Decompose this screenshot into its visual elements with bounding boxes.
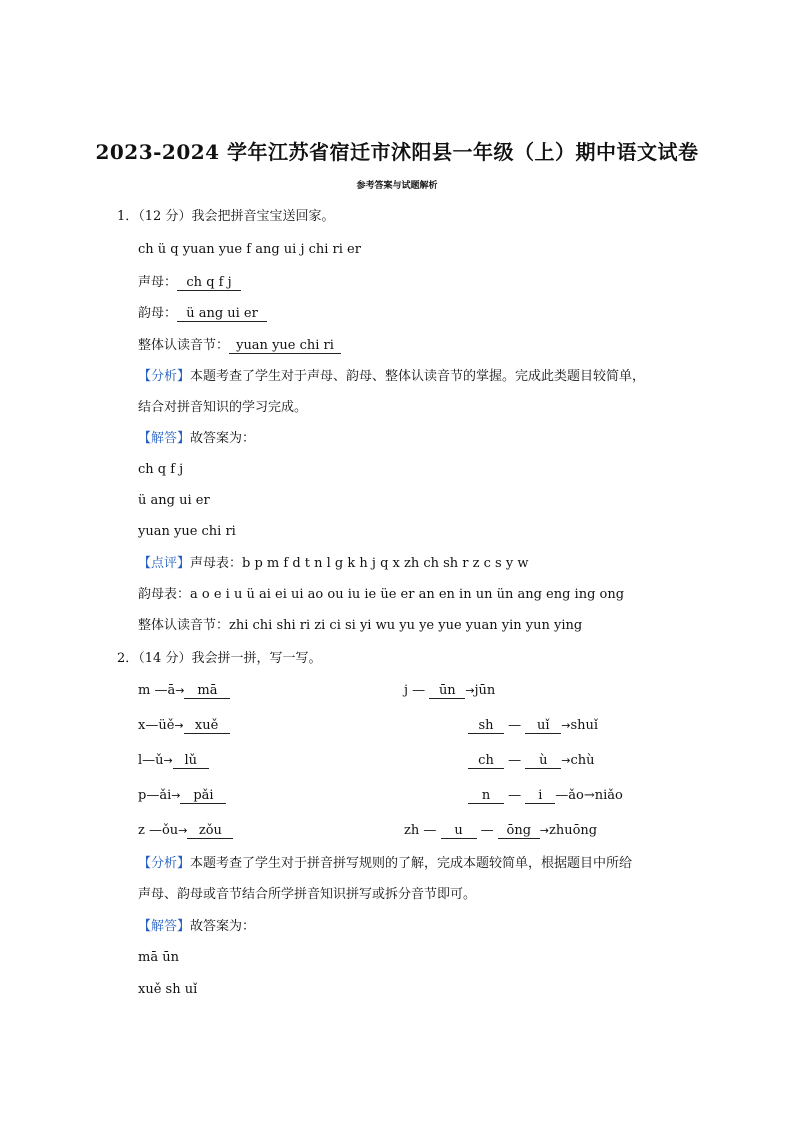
arrow-icon: → [561,719,571,732]
q1-fenxi-text-1: 本题考查了学生对于声母、韵母、整体认读音节的掌握。完成此类题目较简单， [190,369,646,384]
page-title: 2023-2024 学年江苏省宿迁市沭阳县一年级（上）期中语文试卷 [95,140,699,164]
page-subtitle: 参考答案与试题解析 [356,181,438,191]
arrow-icon: → [163,754,173,767]
q1-shengmu-answer: ch q f j [177,275,241,291]
q2-right-dash: — [508,718,522,733]
q2-right-answer: u [441,823,477,839]
q2-left-prefix: p—ǎi [138,788,172,803]
q1-dianping-line [138,555,528,573]
q1-yunmu-answer: ü ang ui er [177,306,267,322]
q2-left-row [138,787,226,805]
q2-right-tail: chù [570,753,595,768]
q2-right-row [404,822,597,840]
q2-fenxi-text-1: 本题考查了学生对于拼音拼写规则的了解，完成本题较简单，根据题目中所给 [190,856,633,871]
q2-left-answer: lǔ [173,753,209,769]
q1-zhengti-label: 整体认读音节： [138,338,230,353]
q2-jieda-text: 故答案为： [190,919,256,934]
q1-dianping-tag: 【点评】 [138,556,191,571]
q2-right-tail: zhuōng [549,823,598,838]
q2-left-prefix: l—ǔ [138,753,164,768]
q1-yunmu-table: 韵母表：a o e i u ü ai ei ui ao ou iu ie üe er an en in un ün ang eng ing ong [138,587,625,602]
q1-fenxi-text-2: 结合对拼音知识的学习完成。 [138,400,308,415]
q2-left-row [138,822,233,840]
q1-jieda-tag: 【解答】 [138,431,191,446]
q2-left-answer: pǎi [180,788,226,804]
q2-left-prefix: m —ā [138,683,176,698]
q1-answer-2: ü ang ui er [138,493,210,508]
q1-fenxi-line1 [138,368,645,386]
q2-right-answer: sh [468,718,504,734]
q2-right-prefix: j — [404,683,426,698]
q2-jieda-tag: 【解答】 [138,919,191,934]
q2-right-row [404,682,495,700]
arrow-icon: → [465,684,475,697]
arrow-icon: → [539,824,549,837]
q2-left-row [138,752,209,770]
q2-right-row [468,787,623,805]
arrow-icon: → [171,789,181,802]
q2-left-prefix: z —ǒu [138,823,179,838]
q1-jieda-line [138,430,255,448]
q2-right-tail: jūn [474,683,496,698]
q2-heading: 2．（14 分）我会拼一拼，写一写。 [117,651,322,666]
q2-right-row [468,717,598,735]
q2-right-tail: shuǐ [570,718,599,733]
q2-jieda-line [138,918,255,936]
q2-left-answer: xuě [184,718,230,734]
q1-syllables: ch ü q yuan yue f ang ui j chi ri er [138,242,361,257]
q1-answer-3: yuan yue chi ri [138,524,236,539]
q1-answer-1: ch q f j [138,462,184,477]
q1-shengmu-label: 声母： [138,275,178,290]
arrow-icon: → [561,754,571,767]
q2-right-answer: ōng [498,823,540,839]
q1-jieda-text: 故答案为： [190,431,256,446]
q1-yunmu-row [138,305,267,323]
q1-shengmu-row [138,274,241,292]
arrow-icon: → [178,824,188,837]
q2-right-answer: ù [525,753,561,769]
q2-right-dash: — [480,823,494,838]
q1-dianping-text: 声母表：b p m f d t n l g k h j q x zh ch sh r z c s y w [190,556,529,571]
q2-right-answer: n [468,788,504,804]
q1-zhengti-answer: yuan yue chi ri [229,338,341,354]
q2-right-answer: i [525,788,555,804]
q2-answer-1: mā ūn [138,950,179,965]
q1-zhengti-table: 整体认读音节：zhi chi shi ri zi ci si yi wu yu ye yue yuan yin yun ying [138,618,583,633]
q2-right-answer: ch [468,753,504,769]
q1-fenxi-tag: 【分析】 [138,369,191,384]
q2-right-dash: — [508,788,522,803]
q2-left-answer: zǒu [187,823,233,839]
q2-fenxi-line1 [138,855,632,873]
q2-right-prefix: zh — [404,823,437,838]
q2-right-row [468,752,595,770]
q1-heading: 1．（12 分）我会把拼音宝宝送回家。 [117,209,335,224]
arrow-icon: → [175,684,185,697]
q2-left-row [138,717,230,735]
q2-right-tail: —ǎo→niǎo [555,788,623,803]
q2-left-prefix: x—üě [138,718,175,733]
q2-fenxi-tag: 【分析】 [138,856,191,871]
q2-right-answer: uǐ [525,718,561,734]
arrow-icon: → [174,719,184,732]
q1-yunmu-label: 韵母： [138,306,178,321]
q2-answer-2: xuě sh uǐ [138,982,198,997]
q1-zhengti-row [138,337,341,355]
q2-fenxi-text-2: 声母、韵母或音节结合所学拼音知识拼写或拆分音节即可。 [138,887,477,902]
q2-left-row [138,682,230,700]
q2-right-dash: — [508,753,522,768]
q2-left-answer: mā [184,683,230,699]
q2-right-answer: ūn [429,683,465,699]
